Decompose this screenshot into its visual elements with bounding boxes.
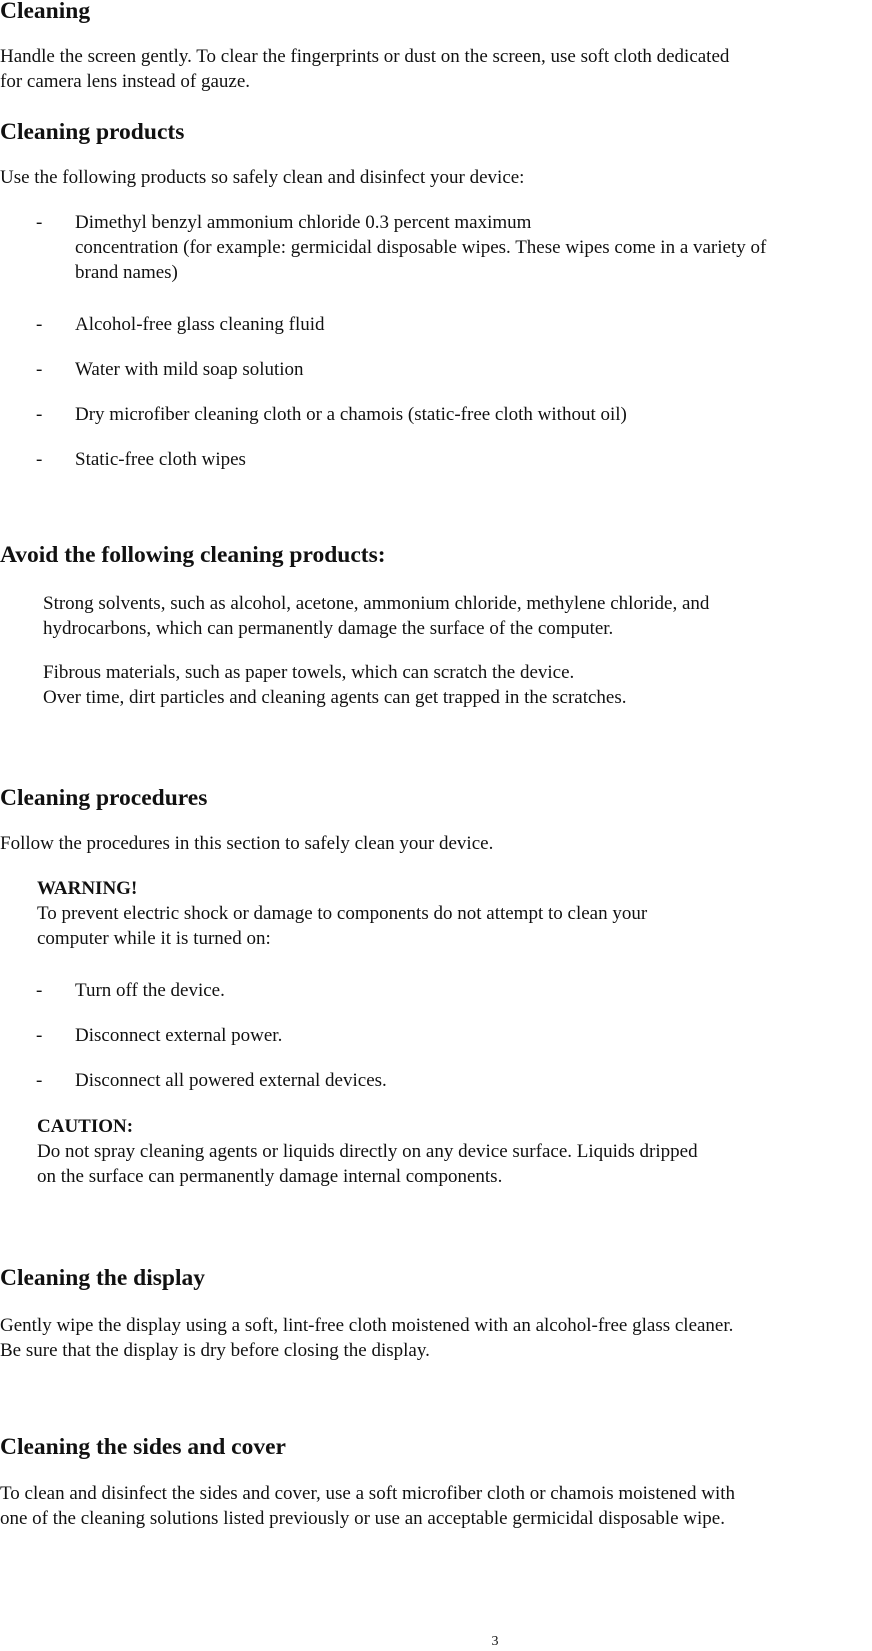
page-number: 3: [491, 1634, 499, 1649]
cleaning-text-line: Handle the screen gently. To clear the fingerprints or dust on the screen, use soft cloth dedicated: [0, 46, 730, 67]
bullet-dash: -: [36, 1070, 43, 1091]
section-heading-cleaning-products: Cleaning products: [0, 119, 185, 145]
procedure-step: Turn off the device.: [75, 980, 225, 1001]
display-text-line: Gently wipe the display using a soft, lint-free cloth moistened with an alcohol-free glass cleaner.: [0, 1315, 734, 1336]
bullet-dash: -: [36, 212, 43, 233]
list-item: Static-free cloth wipes: [75, 449, 246, 470]
avoid-text-line: hydrocarbons, which can permanently damage the surface of the computer.: [43, 618, 614, 639]
caution-text-line: on the surface can permanently damage internal components.: [37, 1166, 503, 1187]
list-item-line: brand names): [75, 262, 178, 283]
section-heading-cleaning: Cleaning: [0, 0, 91, 24]
caution-title: CAUTION:: [37, 1116, 134, 1137]
avoid-text-line: Fibrous materials, such as paper towels, which can scratch the device.: [43, 662, 575, 683]
avoid-text-line: Over time, dirt particles and cleaning agents can get trapped in the scratches.: [43, 687, 627, 708]
list-item: Alcohol-free glass cleaning fluid: [75, 314, 325, 335]
display-text-line: Be sure that the display is dry before closing the display.: [0, 1340, 430, 1361]
bullet-dash: -: [36, 404, 43, 425]
list-item: Water with mild soap solution: [75, 359, 304, 380]
section-heading-sides-cover: Cleaning the sides and cover: [0, 1434, 286, 1460]
cleaning-text-line: for camera lens instead of gauze.: [0, 71, 251, 92]
warning-text-line: computer while it is turned on:: [37, 928, 271, 949]
bullet-dash: -: [36, 359, 43, 380]
bullet-dash: -: [36, 1025, 43, 1046]
procedures-intro: Follow the procedures in this section to safely clean your device.: [0, 833, 494, 854]
sides-text-line: To clean and disinfect the sides and cover, use a soft microfiber cloth or chamois moistened with: [0, 1483, 735, 1504]
warning-title: WARNING!: [37, 878, 138, 899]
products-intro: Use the following products so safely clean and disinfect your device:: [0, 167, 525, 188]
list-item-line: Dimethyl benzyl ammonium chloride 0.3 percent maximum: [75, 212, 532, 233]
sides-text-line: one of the cleaning solutions listed previously or use an acceptable germicidal disposable wipe.: [0, 1508, 725, 1529]
procedure-step: Disconnect external power.: [75, 1025, 283, 1046]
warning-text-line: To prevent electric shock or damage to components do not attempt to clean your: [37, 903, 648, 924]
bullet-dash: -: [36, 980, 43, 1001]
section-heading-display: Cleaning the display: [0, 1265, 206, 1291]
section-heading-procedures: Cleaning procedures: [0, 785, 208, 811]
procedure-step: Disconnect all powered external devices.: [75, 1070, 387, 1091]
list-item: Dry microfiber cleaning cloth or a chamois (static-free cloth without oil): [75, 404, 627, 425]
bullet-dash: -: [36, 449, 43, 470]
list-item-line: concentration (for example: germicidal disposable wipes. These wipes come in a variety of: [75, 237, 767, 258]
caution-text-line: Do not spray cleaning agents or liquids directly on any device surface. Liquids dripped: [37, 1141, 698, 1162]
section-heading-avoid: Avoid the following cleaning products:: [0, 542, 386, 568]
avoid-text-line: Strong solvents, such as alcohol, acetone, ammonium chloride, methylene chloride, and: [43, 593, 710, 614]
bullet-dash: -: [36, 314, 43, 335]
